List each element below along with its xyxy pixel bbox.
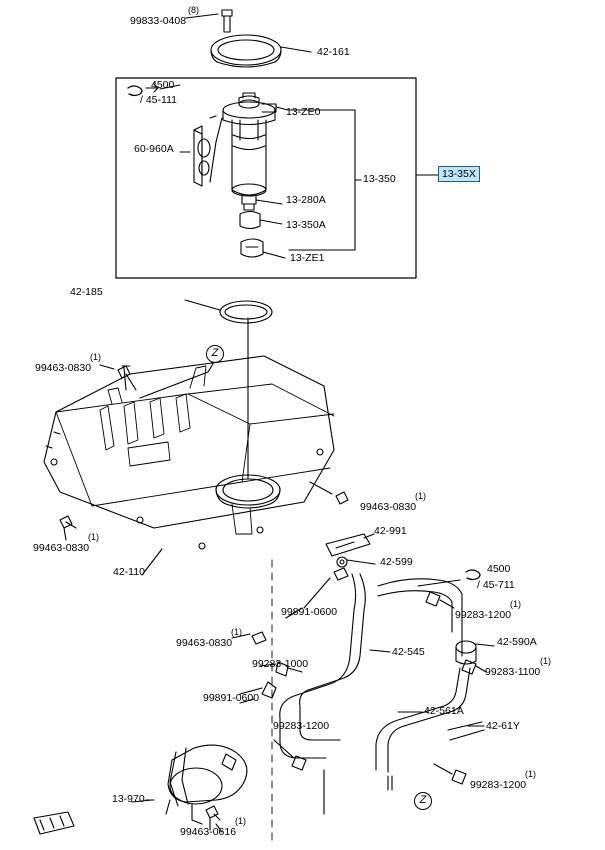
callout-42-61Y: 42-61Y bbox=[486, 720, 520, 732]
callout-99283-1200-a: 99283-1200 bbox=[455, 609, 512, 621]
callout-99833-0408: 99833-0408 bbox=[130, 15, 187, 27]
qty-99463-0830-a: (1) bbox=[90, 352, 101, 362]
highlight-13-35X[interactable]: 13-35X bbox=[438, 166, 480, 182]
callout-42-185: 42-185 bbox=[70, 286, 103, 298]
qty-99283-1200-c: (1) bbox=[525, 769, 536, 779]
callout-60-960A: 60-960A bbox=[134, 143, 174, 155]
qty-99463-0830-d: (1) bbox=[231, 627, 242, 637]
z-marker-top: Z bbox=[206, 345, 224, 363]
qty-99833-0408: (8) bbox=[188, 5, 199, 15]
callout-99283-1200-c: 99283-1200 bbox=[470, 779, 527, 791]
callout-99891-0600-a: 99891-0600 bbox=[281, 606, 338, 618]
qty-99463-0830-c: (1) bbox=[88, 532, 99, 542]
callout-13-ZE1: 13-ZE1 bbox=[290, 252, 325, 264]
callout-99463-0830-a: 99463-0830 bbox=[35, 362, 92, 374]
callout-42-545: 42-545 bbox=[392, 646, 425, 658]
callout-13-280A: 13-280A bbox=[286, 194, 326, 206]
qty-99463-0616: (1) bbox=[235, 816, 246, 826]
callout-13-350A: 13-350A bbox=[286, 219, 326, 231]
callout-45-111: / 45-111 bbox=[140, 94, 177, 106]
callout-42-161: 42-161 bbox=[317, 46, 350, 58]
callout-42-561A: 42-561A bbox=[424, 705, 464, 717]
callout-42-991: 42-991 bbox=[374, 525, 407, 537]
callout-13-ZE0: 13-ZE0 bbox=[286, 106, 321, 118]
callout-99463-0616: 99463-0616 bbox=[180, 826, 237, 838]
callout-4500-upper: 4500 bbox=[151, 79, 175, 91]
callout-99283-1100: 99283-1100 bbox=[485, 666, 541, 678]
callout-4500-lower: 4500 bbox=[487, 563, 511, 575]
callout-99283-1000: 99283-1000 bbox=[252, 658, 309, 670]
callout-45-711: / 45-711 bbox=[477, 579, 515, 591]
callout-13-970: 13-970 bbox=[112, 793, 145, 805]
callout-99463-0830-d: 99463-0830 bbox=[176, 637, 233, 649]
callout-42-599: 42-599 bbox=[380, 556, 413, 568]
qty-99463-0830-b: (1) bbox=[415, 491, 426, 501]
callout-99463-0830-b: 99463-0830 bbox=[360, 501, 417, 513]
callout-99283-1200-b: 99283-1200 bbox=[273, 720, 330, 732]
callout-42-110: 42-110 bbox=[113, 566, 145, 578]
qty-99283-1100: (1) bbox=[540, 656, 551, 666]
callout-42-590A: 42-590A bbox=[497, 636, 537, 648]
callout-13-350: 13-350 bbox=[363, 173, 396, 185]
z-marker-bottom: Z bbox=[414, 792, 432, 810]
callout-99891-0600-b: 99891-0600 bbox=[203, 692, 260, 704]
qty-99283-1200-a: (1) bbox=[510, 599, 521, 609]
callout-99463-0830-c: 99463-0830 bbox=[33, 542, 90, 554]
